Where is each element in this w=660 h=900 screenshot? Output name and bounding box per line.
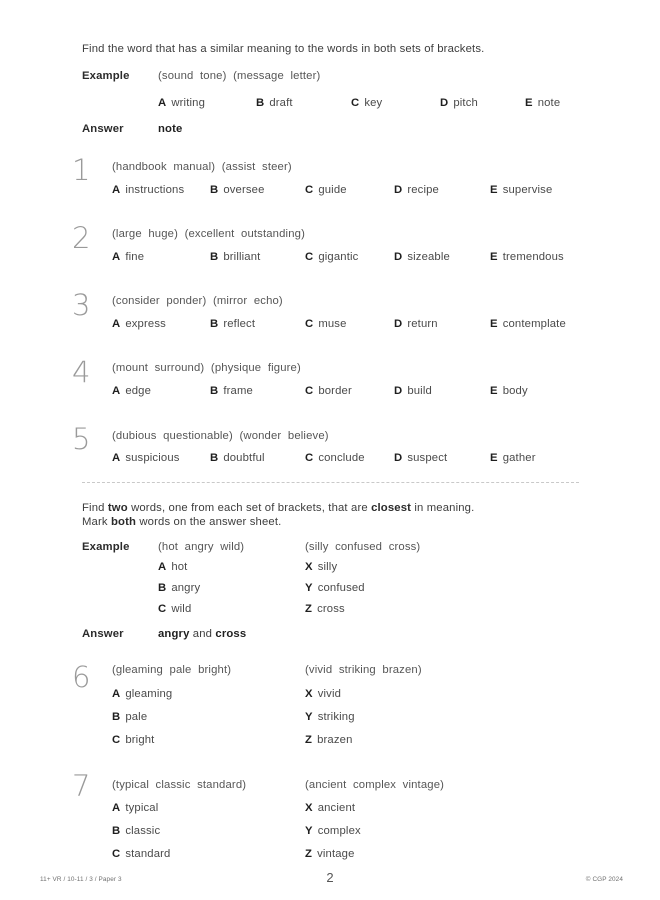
option-word: pitch bbox=[453, 97, 478, 109]
question-6-left-option-b[interactable] bbox=[112, 711, 147, 723]
option-letter: X bbox=[305, 688, 313, 700]
question-3-option-b[interactable] bbox=[210, 318, 255, 330]
option-letter: B bbox=[112, 825, 121, 837]
option-word: typical bbox=[125, 802, 159, 814]
option-word: muse bbox=[318, 318, 347, 330]
answer-joiner: and bbox=[189, 628, 216, 640]
option-word: recipe bbox=[407, 184, 439, 196]
question-5-brackets: (dubious questionable) (wonder believe) bbox=[112, 430, 329, 442]
option-word: return bbox=[407, 318, 438, 330]
question-7-right-option-z[interactable] bbox=[305, 848, 355, 860]
question-3-option-c[interactable] bbox=[305, 318, 347, 330]
option-letter: D bbox=[394, 318, 403, 330]
question-number-7: 7 bbox=[72, 769, 91, 803]
question-6-right-option-z[interactable] bbox=[305, 734, 353, 746]
option-letter: C bbox=[305, 251, 314, 263]
question-1-option-c[interactable] bbox=[305, 184, 347, 196]
question-6-right-option-y[interactable] bbox=[305, 711, 355, 723]
footer-copyright: © CGP 2024 bbox=[585, 876, 623, 883]
option-letter: C bbox=[112, 734, 121, 746]
question-2-option-d[interactable] bbox=[394, 251, 450, 263]
question-2-option-b[interactable] bbox=[210, 251, 260, 263]
question-3-brackets: (consider ponder) (mirror echo) bbox=[112, 295, 283, 307]
section1-example-option-c bbox=[351, 97, 382, 109]
option-word: key bbox=[364, 97, 383, 109]
option-word: brilliant bbox=[223, 251, 261, 263]
instruction-emphasis-closest: closest bbox=[371, 502, 412, 514]
option-letter: D bbox=[440, 97, 449, 109]
option-word: classic bbox=[125, 825, 161, 837]
question-6-left-option-c[interactable] bbox=[112, 734, 154, 746]
option-word: suspect bbox=[407, 452, 448, 464]
section2-example-left-option-b bbox=[158, 582, 200, 594]
option-letter: D bbox=[394, 251, 403, 263]
question-7-left-option-a[interactable] bbox=[112, 802, 158, 814]
question-4-option-e[interactable] bbox=[490, 385, 528, 397]
question-4-option-c[interactable] bbox=[305, 385, 352, 397]
question-number-5: 5 bbox=[72, 422, 91, 456]
option-word: instructions bbox=[125, 184, 185, 196]
option-word: complex bbox=[317, 825, 361, 837]
option-letter: C bbox=[351, 97, 360, 109]
option-word: border bbox=[318, 385, 352, 397]
instruction-part: Find bbox=[82, 502, 108, 514]
section1-example-option-b bbox=[256, 97, 293, 109]
instruction-part: words on the answer sheet. bbox=[136, 516, 282, 528]
question-7-left-option-c[interactable] bbox=[112, 848, 170, 860]
section2-instruction-line1 bbox=[82, 501, 474, 516]
option-letter: E bbox=[490, 251, 498, 263]
option-letter: A bbox=[112, 385, 121, 397]
question-6-right-option-x[interactable] bbox=[305, 688, 341, 700]
question-number-1: 1 bbox=[72, 153, 91, 187]
option-word: ancient bbox=[317, 802, 356, 814]
option-word: vintage bbox=[317, 848, 355, 860]
question-7-right-brackets: (ancient complex vintage) bbox=[305, 779, 445, 791]
option-word: contemplate bbox=[502, 318, 566, 330]
question-5-option-e[interactable] bbox=[490, 452, 536, 464]
option-letter: Y bbox=[305, 711, 313, 723]
option-letter: Y bbox=[305, 825, 313, 837]
option-word: sizeable bbox=[407, 251, 450, 263]
option-letter: B bbox=[210, 318, 219, 330]
option-letter: A bbox=[158, 561, 167, 573]
option-word: striking bbox=[317, 711, 355, 723]
section2-example-right-option-x bbox=[305, 561, 337, 573]
section-divider bbox=[82, 482, 579, 483]
question-1-option-a[interactable] bbox=[112, 184, 184, 196]
option-letter: D bbox=[394, 385, 403, 397]
section1-example-label: Example bbox=[82, 70, 130, 82]
section2-example-right-option-y bbox=[305, 582, 365, 594]
option-letter: C bbox=[305, 184, 314, 196]
question-6-left-brackets: (gleaming pale bright) bbox=[112, 664, 232, 676]
instruction-part: words, one from each set of brackets, that are bbox=[127, 502, 372, 514]
question-5-option-b[interactable] bbox=[210, 452, 265, 464]
section1-example-brackets: (sound tone) (message letter) bbox=[158, 70, 321, 82]
question-5-option-c[interactable] bbox=[305, 452, 365, 464]
question-2-brackets: (large huge) (excellent outstanding) bbox=[112, 228, 305, 240]
question-6-left-option-a[interactable] bbox=[112, 688, 172, 700]
option-word: gather bbox=[502, 452, 536, 464]
option-word: conclude bbox=[318, 452, 365, 464]
instruction-emphasis-both: both bbox=[111, 516, 137, 528]
option-word: vivid bbox=[317, 688, 342, 700]
option-word: wild bbox=[171, 603, 192, 615]
question-5-option-a[interactable] bbox=[112, 452, 180, 464]
option-letter: A bbox=[112, 184, 121, 196]
instruction-part: in meaning. bbox=[411, 502, 475, 514]
answer-word-1: angry bbox=[158, 628, 190, 640]
section1-example-option-d bbox=[440, 97, 478, 109]
section2-example-right-option-z bbox=[305, 603, 345, 615]
option-word: standard bbox=[125, 848, 171, 860]
option-word: edge bbox=[125, 385, 152, 397]
question-7-right-option-y[interactable] bbox=[305, 825, 361, 837]
option-word: draft bbox=[269, 97, 293, 109]
option-letter: B bbox=[210, 452, 219, 464]
option-word: silly bbox=[317, 561, 338, 573]
question-2-option-e[interactable] bbox=[490, 251, 564, 263]
option-letter: Y bbox=[305, 582, 313, 594]
section2-example-left-option-a bbox=[158, 561, 187, 573]
question-4-brackets: (mount surround) (physique figure) bbox=[112, 362, 301, 374]
option-word: gigantic bbox=[318, 251, 359, 263]
question-3-option-a[interactable] bbox=[112, 318, 166, 330]
option-word: confused bbox=[317, 582, 365, 594]
section1-instruction: Find the word that has a similar meaning to the words in both sets of brackets. bbox=[82, 43, 485, 55]
option-letter: X bbox=[305, 561, 313, 573]
question-2-option-a[interactable] bbox=[112, 251, 144, 263]
section1-example-option-a bbox=[158, 97, 205, 109]
option-letter: E bbox=[490, 452, 498, 464]
question-number-3: 3 bbox=[72, 288, 91, 322]
question-2-option-c[interactable] bbox=[305, 251, 358, 263]
question-1-option-b[interactable] bbox=[210, 184, 265, 196]
option-word: oversee bbox=[223, 184, 265, 196]
section2-answer-label: Answer bbox=[82, 628, 124, 640]
option-word: supervise bbox=[502, 184, 553, 196]
option-letter: E bbox=[525, 97, 533, 109]
option-word: note bbox=[537, 97, 561, 109]
section2-example-left-option-c bbox=[158, 603, 191, 615]
option-letter: C bbox=[305, 452, 314, 464]
section1-answer-label: Answer bbox=[82, 123, 124, 135]
section2-example-right-brackets: (silly confused cross) bbox=[305, 541, 421, 553]
option-letter: E bbox=[490, 184, 498, 196]
option-letter: A bbox=[158, 97, 167, 109]
option-word: express bbox=[125, 318, 166, 330]
question-1-option-e[interactable] bbox=[490, 184, 552, 196]
option-word: doubtful bbox=[223, 452, 265, 464]
option-letter: C bbox=[112, 848, 121, 860]
option-letter: C bbox=[305, 385, 314, 397]
option-word: reflect bbox=[223, 318, 256, 330]
section2-example-label: Example bbox=[82, 541, 130, 553]
option-letter: A bbox=[112, 688, 121, 700]
option-letter: A bbox=[112, 318, 121, 330]
option-word: brazen bbox=[317, 734, 353, 746]
option-letter: Z bbox=[305, 848, 313, 860]
question-number-4: 4 bbox=[72, 355, 91, 389]
question-4-option-b[interactable] bbox=[210, 385, 253, 397]
option-letter: A bbox=[112, 251, 121, 263]
option-letter: B bbox=[210, 184, 219, 196]
question-7-left-option-b[interactable] bbox=[112, 825, 160, 837]
question-number-2: 2 bbox=[72, 221, 91, 255]
option-word: bright bbox=[125, 734, 155, 746]
instruction-emphasis-two: two bbox=[107, 502, 128, 514]
footer-page-number: 2 bbox=[326, 870, 334, 885]
section2-example-left-brackets: (hot angry wild) bbox=[158, 541, 245, 553]
option-word: guide bbox=[318, 184, 347, 196]
option-letter: C bbox=[158, 603, 167, 615]
option-letter: C bbox=[305, 318, 314, 330]
question-5-option-d[interactable] bbox=[394, 452, 447, 464]
question-number-6: 6 bbox=[72, 660, 91, 694]
option-letter: B bbox=[210, 251, 219, 263]
option-letter: E bbox=[490, 318, 498, 330]
question-7-left-brackets: (typical classic standard) bbox=[112, 779, 247, 791]
question-4-option-d[interactable] bbox=[394, 385, 432, 397]
question-1-brackets: (handbook manual) (assist steer) bbox=[112, 161, 292, 173]
option-letter: D bbox=[394, 452, 403, 464]
question-3-option-e[interactable] bbox=[490, 318, 566, 330]
option-letter: B bbox=[210, 385, 219, 397]
instruction-part: Mark bbox=[82, 516, 111, 528]
option-word: fine bbox=[125, 251, 145, 263]
option-letter: A bbox=[112, 452, 121, 464]
answer-word-2: cross bbox=[215, 628, 247, 640]
question-4-option-a[interactable] bbox=[112, 385, 151, 397]
section2-instruction-line2 bbox=[82, 515, 281, 530]
option-word: body bbox=[502, 385, 528, 397]
option-letter: B bbox=[112, 711, 121, 723]
option-letter: X bbox=[305, 802, 313, 814]
option-word: writing bbox=[171, 97, 206, 109]
question-6-right-brackets: (vivid striking brazen) bbox=[305, 664, 422, 676]
option-letter: E bbox=[490, 385, 498, 397]
section2-answer-value bbox=[158, 628, 246, 640]
option-word: tremendous bbox=[502, 251, 564, 263]
option-word: suspicious bbox=[125, 452, 180, 464]
section1-answer-value: note bbox=[158, 123, 183, 135]
question-3-option-d[interactable] bbox=[394, 318, 438, 330]
option-letter: B bbox=[256, 97, 265, 109]
option-word: pale bbox=[125, 711, 148, 723]
option-letter: A bbox=[112, 802, 121, 814]
option-word: build bbox=[407, 385, 432, 397]
option-letter: D bbox=[394, 184, 403, 196]
footer-reference: 11+ VR / 10-11 / 3 / Paper 3 bbox=[40, 876, 122, 883]
option-word: cross bbox=[317, 603, 345, 615]
section1-example-option-e bbox=[525, 97, 560, 109]
question-7-right-option-x[interactable] bbox=[305, 802, 355, 814]
option-word: hot bbox=[171, 561, 188, 573]
option-letter: Z bbox=[305, 603, 313, 615]
option-word: frame bbox=[223, 385, 253, 397]
option-word: gleaming bbox=[125, 688, 173, 700]
option-word: angry bbox=[171, 582, 201, 594]
option-letter: B bbox=[158, 582, 167, 594]
option-letter: Z bbox=[305, 734, 313, 746]
question-1-option-d[interactable] bbox=[394, 184, 439, 196]
